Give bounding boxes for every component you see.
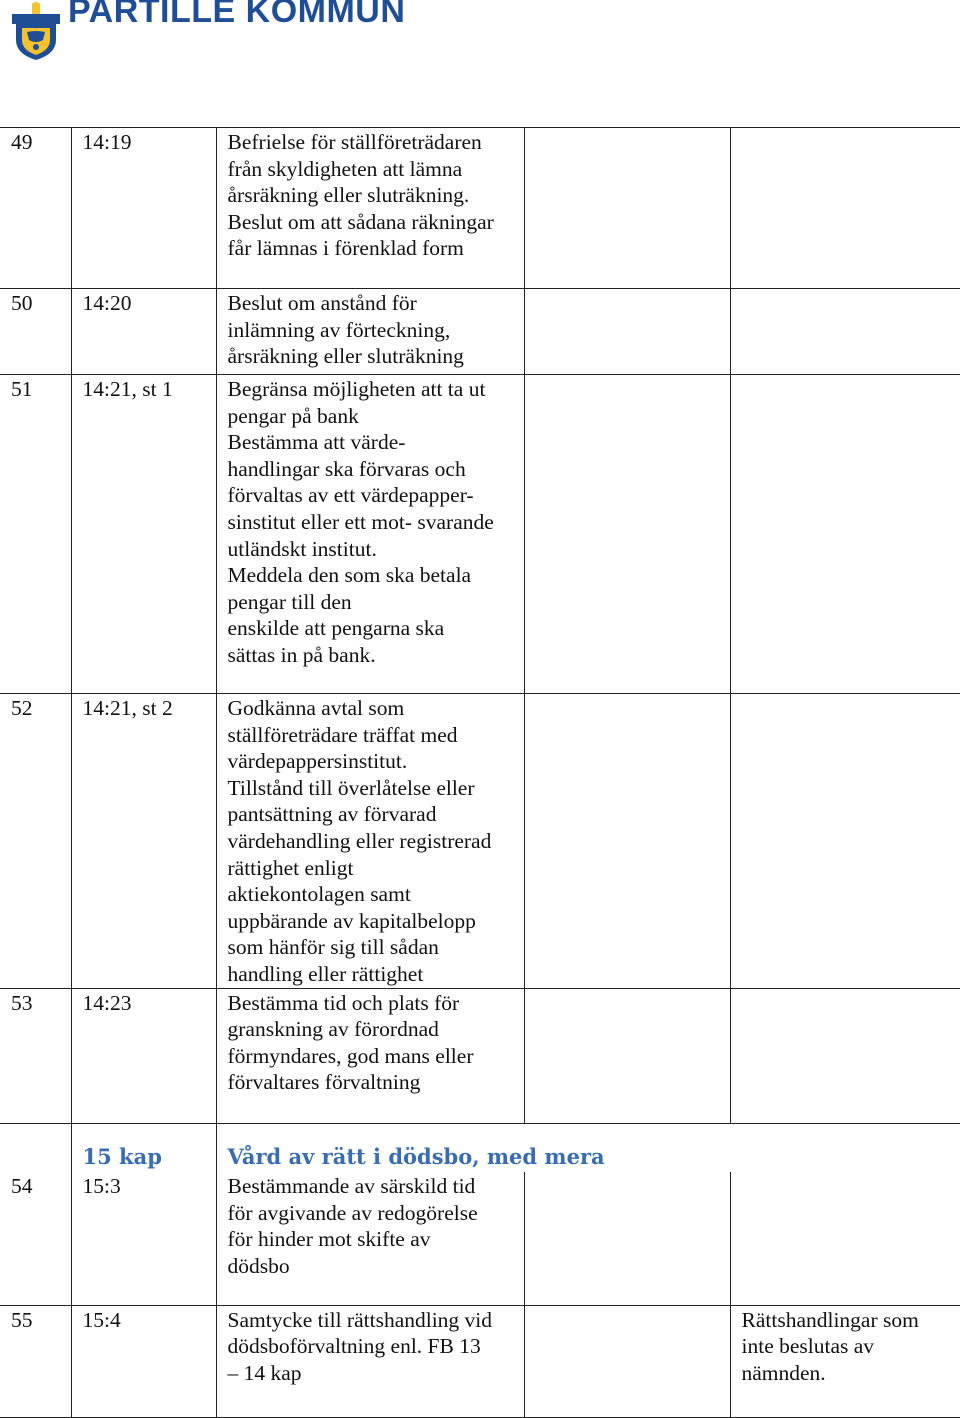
matter-description: Befrielse för ställföreträdaren från skyldigheten att lämna årsräkning eller sluträkning. Beslut om att sådana räkningar får lämnas i förenklad form <box>216 128 524 289</box>
paragraph-ref: 14:19 <box>71 128 216 289</box>
remark-cell: Rättshandlingar som inte beslutas av nämnden. <box>730 1305 960 1417</box>
matter-description: Bestämmande av särskild tid för avgivande av redogörelse för hinder mot skifte av dödsbo <box>216 1172 524 1305</box>
matter-description: Samtycke till rättshandling vid dödsboförvaltning enl. FB 13 – 14 kap <box>216 1305 524 1417</box>
table-row <box>0 1172 960 1305</box>
table-row <box>0 289 960 375</box>
remark-cell <box>730 375 960 694</box>
row-number: 50 <box>0 289 71 375</box>
organization-name: PARTILLE KOMMUN <box>68 0 405 31</box>
matter-description: Godkänna avtal som ställföreträdare träffat med värdepappersinstitut. Tillstånd till överlåtelse eller pantsättning av förvarad värdehandling eller registrerad rättighet enligt aktiekontolagen samt uppbärande av kapitalbelopp som hänför sig till sådan handling eller rättighet <box>216 694 524 989</box>
remark-cell <box>730 1172 960 1305</box>
table-row <box>0 1305 960 1417</box>
chapter-number: 15 kap <box>83 1124 216 1171</box>
chapter-heading-row <box>0 1123 960 1172</box>
delegate-cell <box>524 1172 730 1305</box>
remark-cell <box>730 988 960 1123</box>
chapter-empty-cell <box>0 1123 71 1172</box>
delegate-cell <box>524 128 730 289</box>
table-row <box>0 128 960 289</box>
matter-description: Begränsa möjligheten att ta ut pengar på bank Bestämma att värde- handlingar ska förvaras och förvaltas av ett värdepapper- sinstitut eller ett mot- svarande utländskt institut. Meddela den som ska betala pengar till den enskilde att pengarna ska sättas in på bank. <box>216 375 524 694</box>
remark-cell <box>730 128 960 289</box>
remark-cell <box>730 694 960 989</box>
page-header <box>8 0 408 62</box>
paragraph-ref: 14:20 <box>71 289 216 375</box>
row-number: 55 <box>0 1305 71 1417</box>
remark-cell <box>730 289 960 375</box>
chapter-title: Vård av rätt i dödsbo, med mera <box>228 1124 960 1171</box>
delegate-cell <box>524 694 730 989</box>
paragraph-ref: 15:4 <box>71 1305 216 1417</box>
chapter-number-cell <box>71 1123 216 1172</box>
paragraph-ref: 15:3 <box>71 1172 216 1305</box>
row-number: 53 <box>0 988 71 1123</box>
partille-crest-icon <box>10 0 62 60</box>
matter-description: Bestämma tid och plats för granskning av förordnad förmyndares, god mans eller förvaltares förvaltning <box>216 988 524 1123</box>
row-number: 49 <box>0 128 71 289</box>
row-number: 54 <box>0 1172 71 1305</box>
chapter-title-cell <box>216 1123 960 1172</box>
paragraph-ref: 14:21, st 1 <box>71 375 216 694</box>
delegate-cell <box>524 375 730 694</box>
paragraph-ref: 14:21, st 2 <box>71 694 216 989</box>
delegate-cell <box>524 1305 730 1417</box>
table-row <box>0 988 960 1123</box>
delegate-cell <box>524 289 730 375</box>
matter-description: Beslut om anstånd för inlämning av förteckning, årsräkning eller sluträkning <box>216 289 524 375</box>
row-number: 51 <box>0 375 71 694</box>
row-number: 52 <box>0 694 71 989</box>
delegation-table <box>0 127 960 1418</box>
delegate-cell <box>524 988 730 1123</box>
table-row <box>0 694 960 989</box>
paragraph-ref: 14:23 <box>71 988 216 1123</box>
table-row <box>0 375 960 694</box>
